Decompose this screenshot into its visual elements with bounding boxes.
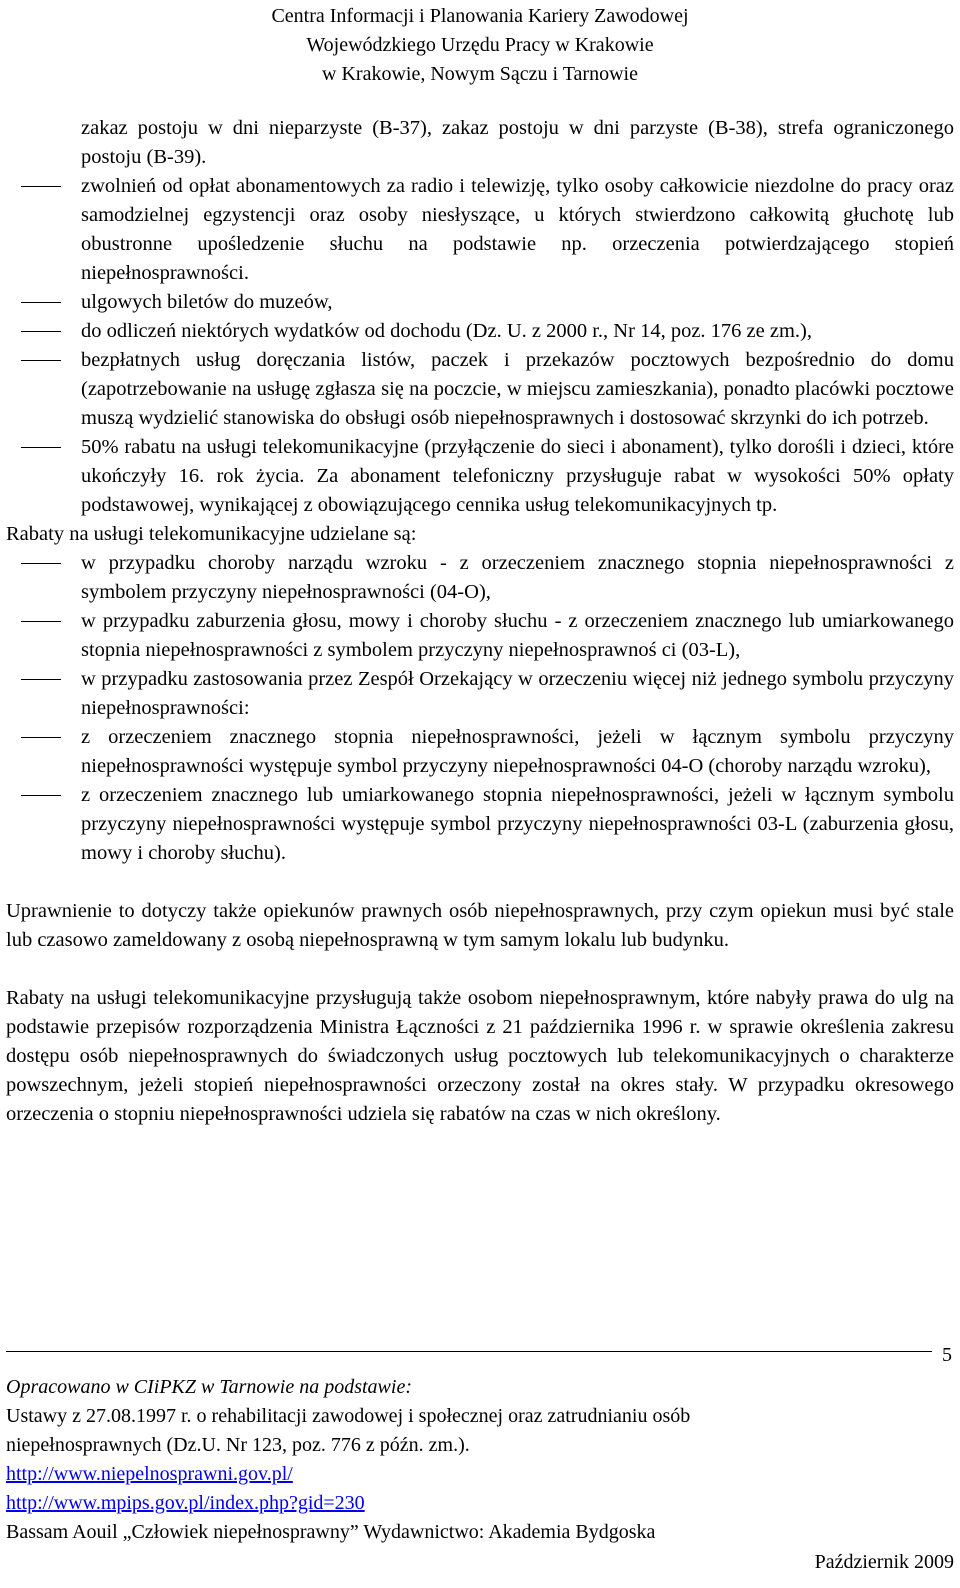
continued-list-text: zakaz postoju w dni nieparzyste (B-37), zakaz postoju w dni parzyste (B-38), strefa ograniczonego postoju (B-39). [81,117,954,168]
list-item: z orzeczeniem znacznego lub umiarkowanego stopnia niepełnosprawności, jeżeli w łącznym symbolu przyczyny niepełnosprawności występuje symbol przyczyny niepełnosprawności 03-L (zaburzenia głosu, mowy i choroby słuchu). [6,781,954,868]
document-body [6,114,954,1129]
list-item: w przypadku zaburzenia głosu, mowy i choroby słuchu - z orzeczeniem znacznego lub umiarkowanego stopnia niepełnosprawności z symbolem przyczyny niepełnosprawnoś ci (03-L), [6,607,954,665]
dash-bullet-icon [21,795,61,796]
dash-bullet-icon [21,447,61,448]
separator-line [6,1351,932,1352]
dash-bullet-icon [21,360,61,361]
list-item: ulgowych biletów do muzeów, [6,288,954,317]
dash-bullet-icon [21,737,61,738]
list-item: bezpłatnych usług doręczania listów, paczek i przekazów pocztowych bezpośrednio do domu (zapotrzebowanie na usługę zgłasza się na poczcie, w miejscu zamieszkania), ponadto placówki pocztowe muszą wydzielić stanowiska do obsługi osób niepełnosprawnych i dostosować skrzynki do ich potrzeb. [6,346,954,433]
document-date: Październik 2009 [814,1551,954,1573]
paragraph-guardians: Uprawnienie to dotyczy także opiekunów prawnych osób niepełnosprawnych, przy czym opiekun musi być stale lub czasowo zameldowany z osobą niepełnosprawną w tym samym lokalu lub budynku. [6,900,954,951]
dash-bullet-icon [21,621,61,622]
list-item: z orzeczeniem znacznego stopnia niepełnosprawności, jeżeli w łącznym symbolu przyczyny niepełnosprawności występuje symbol przyczyny niepełnosprawności 04-O (choroby narządu wzroku), [6,723,954,781]
paragraph-telecom-discounts: Rabaty na usługi telekomunikacyjne przysługują także osobom niepełnosprawnym, które nabyły prawa do ulg na podstawie przepisów rozporządzenia Ministra Łączności z 21 października 1996 r. w sprawie określenia zakresu dostępu osób niepełnosprawnych do świadczonych usług pocztowych lub telekomunikacyjnych o charakterze powszechnym, jeżeli stopień niepełnosprawności orzeczony został na okres stały. W przypadku okresowego orzeczenia o stopniu niepełnosprawności udziela się rabatów na czas w nich określony. [6,987,954,1125]
dash-bullet-icon [21,186,61,187]
dash-bullet-icon [21,563,61,564]
link-mpips[interactable]: http://www.mpips.gov.pl/index.php?gid=230 [6,1492,365,1514]
spacer [6,955,954,984]
page-header [0,0,960,89]
page-footer [6,1373,954,1547]
page-number: 5 [942,1344,952,1366]
list-item: w przypadku choroby narządu wzroku - z orzeczeniem znacznego stopnia niepełnosprawności z symbolem przyczyny niepełnosprawności (04-O), [6,549,954,607]
source-law-line-2: niepełnosprawnych (Dz.U. Nr 123, poz. 776 z późn. zm.). [6,1434,470,1456]
source-law-line-1: Ustawy z 27.08.1997 r. o rehabilitacji zawodowej i społecznej oraz zatrudnianiu osób [6,1405,691,1427]
dash-bullet-icon [21,302,61,303]
list-item: zwolnień od opłat abonamentowych za radio i telewizję, tylko osoby całkowicie niezdolne do pracy oraz samodzielnej egzystencji oraz osoby niesłyszące, u których stwierdzono całkowitą głuchotę lub obustronne upośledzenie słuchu na podstawie np. orzeczenia potwierdzającego stopień niepełnosprawności. [6,172,954,288]
header-line-1: Centra Informacji i Planowania Kariery Zawodowej [271,5,689,27]
dash-bullet-icon [21,679,61,680]
list-item: do odliczeń niektórych wydatków od dochodu (Dz. U. z 2000 r., Nr 14, poz. 176 ze zm.), [6,317,954,346]
header-line-3: w Krakowie, Nowym Sączu i Tarnowie [322,63,638,85]
source-heading: Opracowano w CIiPKZ w Tarnowie na podstawie: [6,1376,412,1398]
source-book: Bassam Aouil „Człowiek niepełnosprawny” Wydawnictwo: Akademia Bydgoska [6,1521,656,1543]
footer-separator [6,1342,954,1368]
link-niepelnosprawni[interactable]: http://www.niepelnosprawni.gov.pl/ [6,1463,293,1485]
dash-bullet-icon [21,331,61,332]
list-item: w przypadku zastosowania przez Zespół Orzekający w orzeczeniu więcej niż jednego symbolu przyczyny niepełnosprawności: [6,665,954,723]
spacer [6,868,954,897]
rabaty-intro: Rabaty na usługi telekomunikacyjne udzielane są: [6,523,417,545]
list-item: 50% rabatu na usługi telekomunikacyjne (przyłączenie do sieci i abonament), tylko dorośli i dzieci, które ukończyły 16. rok życia. Za abonament telefoniczny przysługuje rabat w wysokości 50% opłaty podstawowej, wynikającej z obowiązującego cennika usług telekomunikacyjnych tp. [6,433,954,520]
header-line-2: Wojewódzkiego Urzędu Pracy w Krakowie [306,34,654,56]
